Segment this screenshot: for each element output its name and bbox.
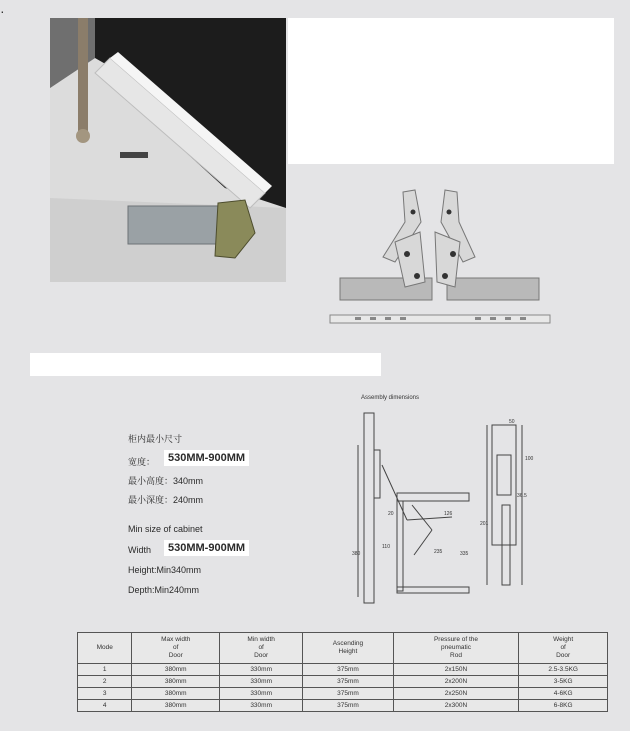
- dim-label: 126: [444, 511, 453, 517]
- table-cell: 375mm: [303, 688, 393, 700]
- table-header-text: Pressure of the: [433, 636, 479, 643]
- table-cell: 330mm: [220, 688, 303, 700]
- table-row: [78, 676, 608, 688]
- cn-width-label: 宽度：: [128, 457, 156, 467]
- dim-label: 100: [525, 456, 534, 462]
- blank-white-panel: [288, 18, 614, 164]
- table-header-text: Max width: [161, 636, 191, 643]
- table-cell: 3-5KG: [519, 676, 608, 688]
- table-cell: 330mm: [220, 700, 303, 712]
- table-cell: 4: [78, 700, 132, 712]
- table-cell: 6-8KG: [519, 700, 608, 712]
- table-header-cell: [393, 633, 519, 664]
- table-header-cell: [519, 633, 608, 664]
- product-photo: [50, 18, 286, 282]
- table-header-cell: [132, 633, 220, 664]
- blank-white-bar: [30, 353, 381, 376]
- table-header-text: Door: [556, 652, 571, 659]
- table-cell: 2.5-3.5KG: [519, 664, 608, 676]
- table-header-text: Door: [254, 652, 269, 659]
- en-min-depth: Depth:Min240mm: [128, 585, 200, 595]
- assembly-diagram: [352, 405, 552, 605]
- table-cell: 2: [78, 676, 132, 688]
- table-cell: 380mm: [132, 688, 220, 700]
- assembly-title: Assembly dimensions: [361, 395, 420, 401]
- table-row: [78, 664, 608, 676]
- table-row: [78, 688, 608, 700]
- hinge-mechanism-image: [325, 182, 555, 332]
- table-row: [78, 700, 608, 712]
- spec-table: [77, 632, 608, 712]
- table-header-text: of: [173, 644, 179, 651]
- dim-label: 201: [480, 521, 489, 527]
- table-header-text: of: [560, 644, 566, 651]
- table-header-text: Min width: [247, 636, 275, 643]
- table-cell: 380mm: [132, 664, 220, 676]
- table-cell: 2x250N: [393, 688, 519, 700]
- table-header-cell: [303, 633, 393, 664]
- dim-label: 50: [509, 419, 515, 425]
- table-header-row: [78, 633, 608, 664]
- table-header-text: Door: [168, 652, 183, 659]
- table-header-text: Ascending: [332, 640, 364, 647]
- table-header-text: Rod: [450, 652, 462, 659]
- table-header-text: Height: [338, 648, 358, 655]
- table-cell: 380mm: [132, 676, 220, 688]
- table-header-text: of: [258, 644, 264, 651]
- en-min-height: Height:Min340mm: [128, 565, 202, 575]
- table-cell: 2x150N: [393, 664, 519, 676]
- cn-min-height: 最小高度：340mm: [128, 476, 204, 486]
- table-cell: 4-6KG: [519, 688, 608, 700]
- dim-label: 36.5: [517, 493, 527, 499]
- table-cell: 375mm: [303, 700, 393, 712]
- table-header-text: Weight: [553, 636, 574, 643]
- dim-label: 20: [388, 511, 394, 517]
- dim-label: 110: [382, 544, 390, 550]
- cn-spec-title: 柜内最小尺寸: [128, 434, 183, 444]
- cn-width-value: 530MM-900MM: [164, 450, 249, 466]
- dim-label: 380: [352, 551, 361, 557]
- table-cell: 2x300N: [393, 700, 519, 712]
- cn-min-depth: 最小深度：240mm: [128, 495, 204, 505]
- table-cell: 375mm: [303, 676, 393, 688]
- table-header-cell: [220, 633, 303, 664]
- table-cell: 330mm: [220, 676, 303, 688]
- en-width-value: 530MM-900MM: [164, 540, 249, 556]
- table-header-text: pneumatic: [440, 644, 471, 651]
- table-cell: 375mm: [303, 664, 393, 676]
- table-cell: 380mm: [132, 700, 220, 712]
- table-header-text: Mode: [96, 644, 113, 651]
- dim-label: 335: [460, 551, 469, 557]
- table-cell: 1: [78, 664, 132, 676]
- dim-label: 235: [434, 549, 443, 555]
- table-cell: 3: [78, 688, 132, 700]
- table-header-cell: [78, 633, 132, 664]
- table-cell: 2x200N: [393, 676, 519, 688]
- table-cell: 330mm: [220, 664, 303, 676]
- edge-mark: ·: [0, 3, 5, 19]
- en-spec-title: Min size of cabinet: [128, 524, 203, 534]
- en-width-label: Width: [128, 545, 152, 555]
